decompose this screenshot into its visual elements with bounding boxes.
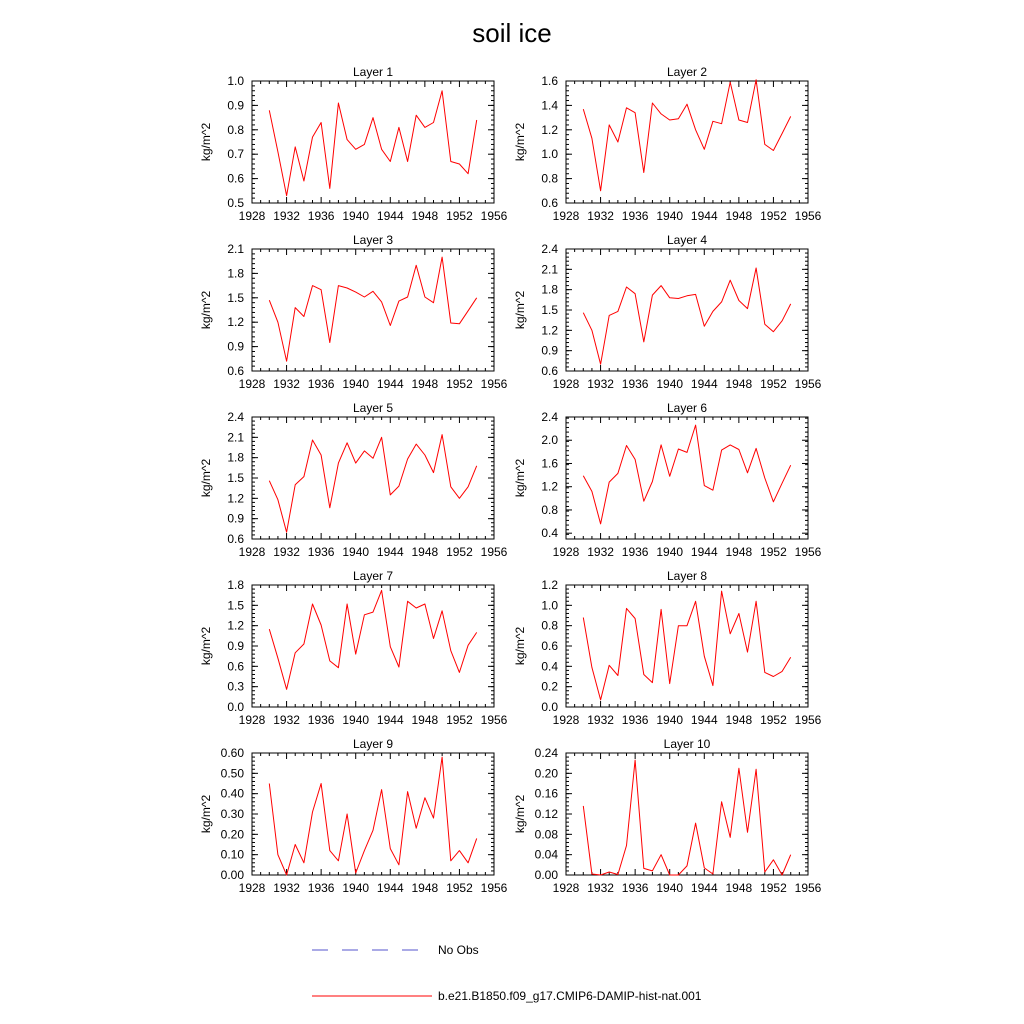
y-tick-label: 0.16 xyxy=(534,786,558,801)
y-tick-label: 1.2 xyxy=(227,618,244,633)
y-tick-label: 0.04 xyxy=(534,847,558,862)
y-axis-label: kg/m^2 xyxy=(513,290,527,330)
y-axis-label: kg/m^2 xyxy=(513,626,527,666)
x-tick-label: 1944 xyxy=(376,209,404,223)
y-tick-label: 1.2 xyxy=(541,578,558,592)
x-tick-label: 1932 xyxy=(587,881,614,895)
x-tick-label: 1956 xyxy=(794,377,822,391)
x-tick-label: 1956 xyxy=(480,713,508,727)
x-tick-label: 1940 xyxy=(342,713,370,727)
x-tick-label: 1952 xyxy=(446,209,473,223)
y-tick-label: 0.6 xyxy=(227,532,244,546)
y-tick-label: 0.6 xyxy=(541,196,558,210)
y-tick-label: 1.0 xyxy=(227,74,244,88)
y-tick-label: 0.30 xyxy=(220,807,244,821)
x-tick-label: 1928 xyxy=(552,209,580,223)
y-tick-label: 1.6 xyxy=(541,74,558,88)
y-tick-label: 0.9 xyxy=(227,98,244,113)
panel-title: Layer 5 xyxy=(352,401,394,415)
y-tick-label: 1.2 xyxy=(227,491,244,506)
y-axis-label: kg/m^2 xyxy=(513,794,527,834)
x-tick-label: 1944 xyxy=(690,545,718,559)
y-tick-label: 0.4 xyxy=(541,526,558,541)
x-tick-label: 1940 xyxy=(656,881,684,895)
y-axis-label: kg/m^2 xyxy=(513,122,527,162)
y-tick-label: 0.00 xyxy=(220,868,244,882)
y-tick-label: 0.9 xyxy=(227,511,244,526)
x-tick-label: 1948 xyxy=(725,881,753,895)
x-tick-label: 1936 xyxy=(621,209,649,223)
x-tick-label: 1956 xyxy=(480,209,508,223)
x-tick-label: 1948 xyxy=(411,713,439,727)
y-tick-label: 2.1 xyxy=(227,430,244,445)
x-tick-label: 1952 xyxy=(446,713,473,727)
x-tick-label: 1936 xyxy=(307,881,335,895)
x-tick-label: 1928 xyxy=(238,545,266,559)
x-tick-label: 1940 xyxy=(342,881,370,895)
y-tick-label: 2.4 xyxy=(541,410,558,424)
y-axis-label: kg/m^2 xyxy=(199,122,213,162)
y-tick-label: 2.0 xyxy=(541,433,558,448)
x-tick-label: 1936 xyxy=(621,881,649,895)
y-tick-label: 0.2 xyxy=(541,679,558,694)
y-tick-label: 0.9 xyxy=(227,339,244,354)
y-tick-label: 1.6 xyxy=(541,456,558,471)
y-tick-label: 0.4 xyxy=(541,659,558,674)
x-tick-label: 1928 xyxy=(552,713,580,727)
y-tick-label: 2.4 xyxy=(541,242,558,256)
figure-title: soil ice xyxy=(472,18,552,48)
y-axis-label: kg/m^2 xyxy=(199,290,213,330)
x-tick-label: 1932 xyxy=(273,881,300,895)
x-tick-label: 1932 xyxy=(587,713,614,727)
x-tick-label: 1944 xyxy=(690,209,718,223)
y-tick-label: 1.2 xyxy=(541,323,558,338)
y-tick-label: 1.8 xyxy=(541,282,558,297)
panel-title: Layer 3 xyxy=(352,233,394,247)
y-tick-label: 1.2 xyxy=(541,122,558,137)
x-tick-label: 1936 xyxy=(621,545,649,559)
x-tick-label: 1928 xyxy=(238,377,266,391)
x-tick-label: 1948 xyxy=(411,209,439,223)
x-tick-label: 1932 xyxy=(587,209,614,223)
y-tick-label: 0.20 xyxy=(220,827,244,842)
legend-model-label: b.e21.B1850.f09_g17.CMIP6-DAMIP-hist-nat.001 xyxy=(438,989,702,1003)
y-tick-label: 2.1 xyxy=(541,262,558,277)
x-tick-label: 1956 xyxy=(480,377,508,391)
y-tick-label: 1.5 xyxy=(541,303,558,317)
x-tick-label: 1944 xyxy=(376,881,404,895)
y-tick-label: 1.0 xyxy=(541,147,558,162)
y-tick-label: 1.2 xyxy=(541,479,558,494)
y-tick-label: 0.8 xyxy=(227,122,244,137)
x-tick-label: 1944 xyxy=(690,881,718,895)
y-tick-label: 0.6 xyxy=(227,659,244,674)
x-tick-label: 1940 xyxy=(656,545,684,559)
x-tick-label: 1928 xyxy=(552,881,580,895)
x-tick-label: 1944 xyxy=(376,713,404,727)
y-tick-label: 0.08 xyxy=(534,827,558,842)
x-tick-label: 1944 xyxy=(376,377,404,391)
panel-title: Layer 6 xyxy=(666,401,708,415)
y-tick-label: 0.10 xyxy=(220,847,244,862)
x-tick-label: 1952 xyxy=(446,377,473,391)
x-tick-label: 1940 xyxy=(656,377,684,391)
y-tick-label: 0.7 xyxy=(227,147,244,162)
y-tick-label: 0.40 xyxy=(220,786,244,801)
y-tick-label: 0.9 xyxy=(541,343,558,358)
x-tick-label: 1952 xyxy=(760,713,787,727)
panel-title: Layer 1 xyxy=(352,65,394,79)
y-tick-label: 0.00 xyxy=(534,868,558,882)
y-tick-label: 0.20 xyxy=(534,766,558,781)
x-tick-label: 1936 xyxy=(307,545,335,559)
y-tick-label: 0.50 xyxy=(220,766,244,781)
panel-title: Layer 2 xyxy=(666,65,708,79)
y-tick-label: 0.24 xyxy=(534,746,558,760)
y-tick-label: 0.6 xyxy=(227,171,244,186)
x-tick-label: 1940 xyxy=(342,377,370,391)
y-tick-label: 0.9 xyxy=(227,639,244,653)
x-tick-label: 1940 xyxy=(656,209,684,223)
x-tick-label: 1932 xyxy=(273,713,300,727)
x-tick-label: 1956 xyxy=(794,881,822,895)
x-tick-label: 1956 xyxy=(794,545,822,559)
x-tick-label: 1936 xyxy=(621,713,649,727)
x-tick-label: 1948 xyxy=(411,881,439,895)
x-tick-label: 1928 xyxy=(238,209,266,223)
y-tick-label: 1.2 xyxy=(227,315,244,330)
x-tick-label: 1936 xyxy=(307,209,335,223)
y-tick-label: 1.5 xyxy=(227,471,244,485)
x-tick-label: 1932 xyxy=(587,377,614,391)
y-tick-label: 1.5 xyxy=(227,290,244,305)
y-tick-label: 0.3 xyxy=(227,679,244,694)
x-tick-label: 1948 xyxy=(725,545,753,559)
x-tick-label: 1936 xyxy=(621,377,649,391)
x-tick-label: 1932 xyxy=(273,209,300,223)
y-tick-label: 1.8 xyxy=(227,450,244,465)
panel-title: Layer 7 xyxy=(352,569,394,583)
x-tick-label: 1952 xyxy=(760,377,787,391)
x-tick-label: 1940 xyxy=(656,713,684,727)
x-tick-label: 1928 xyxy=(238,713,266,727)
x-tick-label: 1952 xyxy=(760,881,787,895)
x-tick-label: 1948 xyxy=(411,545,439,559)
y-axis-label: kg/m^2 xyxy=(199,794,213,834)
panel-title: Layer 10 xyxy=(663,737,711,751)
y-tick-label: 1.0 xyxy=(541,598,558,613)
y-tick-label: 0.0 xyxy=(227,700,244,714)
x-tick-label: 1952 xyxy=(446,881,473,895)
legend-obs-label: No Obs xyxy=(438,943,479,957)
x-tick-label: 1936 xyxy=(307,713,335,727)
x-tick-label: 1948 xyxy=(725,209,753,223)
x-tick-label: 1940 xyxy=(342,209,370,223)
panel-title: Layer 8 xyxy=(666,569,708,583)
x-tick-label: 1932 xyxy=(273,377,300,391)
x-tick-label: 1940 xyxy=(342,545,370,559)
y-tick-label: 0.8 xyxy=(541,502,558,517)
x-tick-label: 1928 xyxy=(552,377,580,391)
y-tick-label: 0.60 xyxy=(220,746,244,760)
x-tick-label: 1952 xyxy=(446,545,473,559)
x-tick-label: 1952 xyxy=(760,209,787,223)
x-tick-label: 1956 xyxy=(794,713,822,727)
y-tick-label: 0.8 xyxy=(541,171,558,186)
panel-title: Layer 4 xyxy=(666,233,708,247)
x-tick-label: 1936 xyxy=(307,377,335,391)
y-axis-label: kg/m^2 xyxy=(199,626,213,666)
panel-title: Layer 9 xyxy=(352,737,394,751)
x-tick-label: 1944 xyxy=(690,713,718,727)
x-tick-label: 1952 xyxy=(760,545,787,559)
y-tick-label: 0.0 xyxy=(541,700,558,714)
y-tick-label: 0.5 xyxy=(227,196,244,210)
x-tick-label: 1948 xyxy=(725,377,753,391)
x-tick-label: 1928 xyxy=(238,881,266,895)
y-tick-label: 0.12 xyxy=(534,807,558,821)
y-tick-label: 1.8 xyxy=(227,578,244,592)
y-tick-label: 2.1 xyxy=(227,242,244,256)
y-axis-label: kg/m^2 xyxy=(199,458,213,498)
x-tick-label: 1948 xyxy=(411,377,439,391)
x-tick-label: 1956 xyxy=(480,545,508,559)
y-tick-label: 2.4 xyxy=(227,410,244,424)
y-tick-label: 1.8 xyxy=(227,266,244,281)
y-tick-label: 1.5 xyxy=(227,598,244,613)
y-tick-label: 0.6 xyxy=(227,364,244,378)
x-tick-label: 1932 xyxy=(273,545,300,559)
y-tick-label: 0.6 xyxy=(541,364,558,378)
y-tick-label: 0.8 xyxy=(541,618,558,633)
x-tick-label: 1944 xyxy=(376,545,404,559)
x-tick-label: 1956 xyxy=(794,209,822,223)
x-tick-label: 1948 xyxy=(725,713,753,727)
x-tick-label: 1944 xyxy=(690,377,718,391)
x-tick-label: 1956 xyxy=(480,881,508,895)
x-tick-label: 1928 xyxy=(552,545,580,559)
x-tick-label: 1932 xyxy=(587,545,614,559)
y-axis-label: kg/m^2 xyxy=(513,458,527,498)
y-tick-label: 1.4 xyxy=(541,98,558,113)
y-tick-label: 0.6 xyxy=(541,639,558,653)
